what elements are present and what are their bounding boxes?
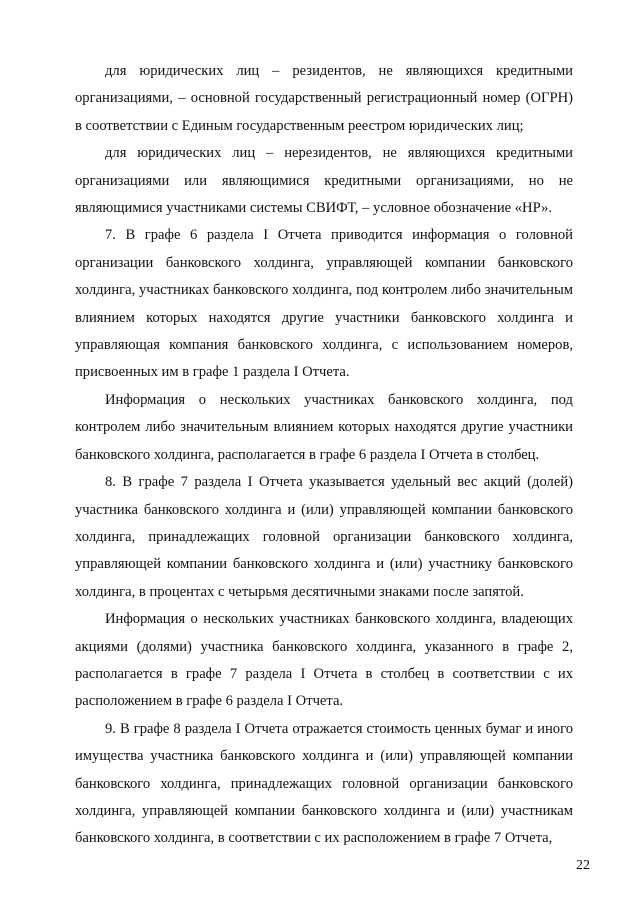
paragraph-item-8: 8. В графе 7 раздела I Отчета указывается удельный вес акций (долей) участника банковского холдинга и (или) управляющей компании банковского холдинга, принадлежащих головной организации банковского холдинга, управляющей компании банковского холдинга и (или) участнику банковского холдинга, в процентах с четырьмя десятичными знаками после запятой. — [75, 474, 573, 600]
paragraph-residents-ogrn: для юридических лиц – резидентов, не являющихся кредитными организациями, – основной государственный регистрационный номер (ОГРН) в соответствии с Единым государственным реестром юридических лиц; — [75, 63, 573, 134]
paragraph-nonresidents-np: для юридических лиц – нерезидентов, не являющихся кредитными организациями или являющимися кредитными организациями, но не являющимися участниками системы СВИФТ, – условное обозначение «НР». — [75, 145, 573, 217]
paragraph-item-8-column-info: Информация о нескольких участниках банковского холдинга, владеющих акциями (долями) участника банковского холдинга, указанного в графе 2, располагается в графе 7 раздела I Отчета в столбец в соответствии с их расположением в графе 6 раздела I Отчета. — [75, 611, 573, 710]
body-text — [75, 58, 573, 853]
paragraph-item-7: 7. В графе 6 раздела I Отчета приводится информация о головной организации банковского холдинга, управляющей компании банковского холдинга, участниках банковского холдинга, под контролем либо значительным влиянием которых находятся другие участники банковского холдинга и управляющая компания банковского холдинга, с использованием номеров, присвоенных им в графе 1 раздела I Отчета. — [75, 227, 573, 381]
paragraph-item-7-column-info: Информация о нескольких участниках банковского холдинга, под контролем либо значительным влиянием которых находятся другие участники банковского холдинга, располагается в графе 6 раздела I Отчета в столбец. — [75, 391, 573, 463]
page-number: 22 — [576, 858, 590, 873]
paragraph-item-9: 9. В графе 8 раздела I Отчета отражается стоимость ценных бумаг и иного имущества участника банковского холдинга и (или) управляющей компании банковского холдинга, принадлежащих головной организации банковского холдинга, управляющей компании банковского холдинга и (или) участникам банковского холдинга, в соответствии с их расположением в графе 7 Отчета, — [75, 720, 573, 847]
